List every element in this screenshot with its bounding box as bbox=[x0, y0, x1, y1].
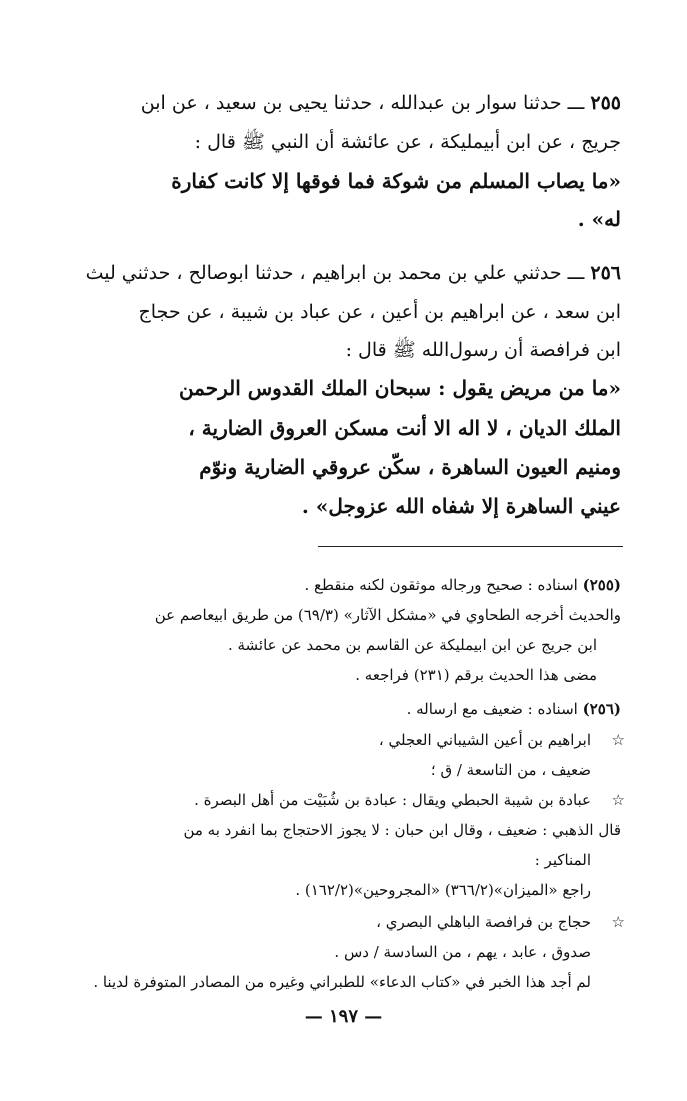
hadith-256-line-2: ابن سعد ، عن ابراهيم بن أعين ، عن عباد بن شيبة ، عن حجاج bbox=[138, 301, 621, 323]
fn-256-label: (٢٥٦) bbox=[582, 700, 621, 718]
star-icon: ☆ bbox=[611, 913, 625, 931]
narrator-2-line-3: المناكير : bbox=[534, 851, 591, 869]
hadith-256-line-7: عيني الساهرة إلا شفاه الله عزوجل» . bbox=[301, 494, 621, 518]
star-icon: ☆ bbox=[611, 791, 625, 809]
hadith-255-line-4: له» . bbox=[577, 207, 621, 231]
narrator-1-line-1: ابراهيم بن أعين الشيباني العجلي ، bbox=[378, 731, 591, 749]
narrator-3-line-2: صدوق ، عابد ، يهم ، من السادسة / دس . bbox=[334, 943, 591, 961]
narrator-1-line-2: ضعيف ، من التاسعة / ق ؛ bbox=[430, 761, 591, 779]
hadith-256-line-6: ومنيم العيون الساهرة ، سكّن عروقي الضارية ونوّم bbox=[199, 455, 621, 479]
hadith-255-line-2: جريج ، عن ابن أبيمليكة ، عن عائشة أن النبي ﷺ قال : bbox=[194, 131, 621, 153]
hadith-256-line-3: ابن فرافصة أن رسول‌الله ﷺ قال : bbox=[345, 339, 621, 361]
narrator-2-line-1: عبادة بن شيبة الحبطي ويقال : عبادة بن شُبَيْت من أهل البصرة . bbox=[194, 791, 591, 809]
fn-255-line-1 bbox=[305, 573, 621, 597]
hadith-256-number: ٢٥٦ bbox=[590, 262, 621, 284]
hadith-255-number: ٢٥٥ bbox=[590, 92, 621, 114]
fn-255-line-4: مضى هذا الحديث برقم (٢٣١) فراجعه . bbox=[355, 666, 597, 684]
hadith-255-line-1: ٢٥٥ ـــ حدثنا سوار بن عبدالله ، حدثنا يحيى بن سعيد ، عن ابن bbox=[140, 92, 621, 114]
hadith-256-line-4: «ما من مريض يقول : سبحان الملك القدوس الرحمن bbox=[178, 376, 621, 400]
fn-255-line-2: والحديث أخرجه الطحاوي في «مشكل الآثار» (٦٩/٣) من طريق ابيعاصم عن bbox=[154, 606, 621, 624]
narrator-2-line-4: راجع «الميزان»(٣٦٦/٢) «المجروحين»(١٦٢/٢) . bbox=[295, 881, 591, 899]
footnote-divider bbox=[318, 546, 623, 547]
fn-255-line-3: ابن جريج عن ابن ابيمليكة عن القاسم بن محمد عن عائشة . bbox=[227, 636, 597, 654]
hadith-256-line-1: ٢٥٦ ـــ حدثني علي بن محمد بن ابراهيم ، حدثنا ابوصالح ، حدثني ليث bbox=[85, 262, 621, 284]
narrator-3-line-1: حجاج بن فرافصة الباهلي البصري ، bbox=[376, 913, 591, 931]
narrator-2-line-2: قال الذهبي : ضعيف ، وقال ابن حبان : لا يجوز الاحتجاج بما انفرد به من bbox=[183, 821, 621, 839]
final-note: لم أجد هذا الخبر في «كتاب الدعاء» للطبراني وغيره من المصادر المتوفرة لدينا . bbox=[93, 973, 591, 991]
star-icon: ☆ bbox=[611, 731, 625, 749]
hadith-256-text-1: حدثني علي بن محمد بن ابراهيم ، حدثنا ابوصالح ، حدثني ليث bbox=[85, 262, 562, 284]
fn-256-text-1: اسناده : ضعيف مع ارساله . bbox=[406, 700, 578, 718]
hadith-255-text-1: حدثنا سوار بن عبدالله ، حدثنا يحيى بن سعيد ، عن ابن bbox=[140, 92, 562, 114]
page-number: — ١٩٧ — bbox=[304, 1006, 383, 1027]
fn-256-line-1 bbox=[407, 697, 621, 721]
fn-255-text-1: اسناده : صحيح ورجاله موثقون لكنه منقطع . bbox=[304, 576, 578, 594]
hadith-255-line-3: «ما يصاب المسلم من شوكة فما فوقها إلا كانت كفارة bbox=[171, 169, 621, 193]
fn-255-label: (٢٥٥) bbox=[582, 576, 621, 594]
hadith-256-line-5: الملك الديان ، لا اله الا أنت مسكن العروق الضارية ، bbox=[188, 416, 621, 440]
